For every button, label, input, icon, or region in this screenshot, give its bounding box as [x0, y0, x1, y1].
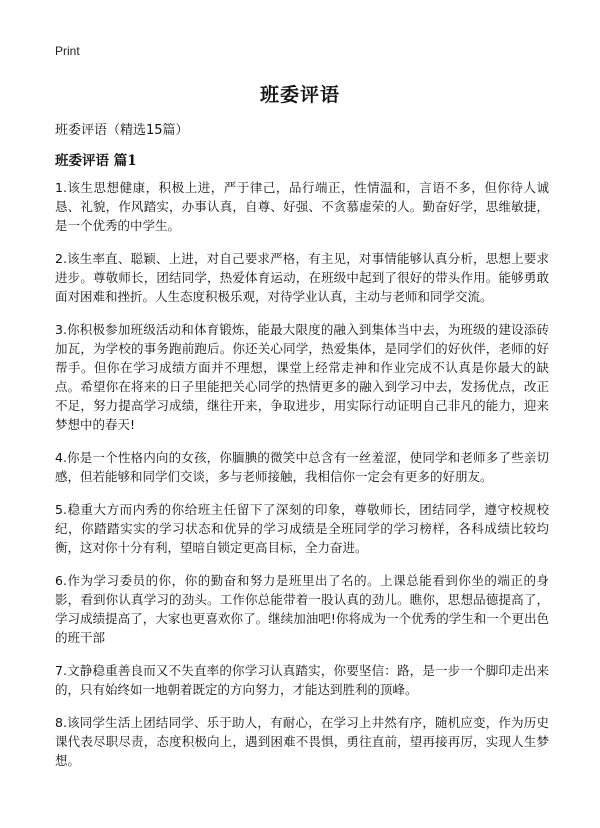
paragraph-8: 8.该同学生活上团结同学、乐于助人，有耐心，在学习上井然有序，随机应变，作为历史课代表尽职尽责，态度积极向上，遇到困难不畏惧，勇往直前，望再接再厉，实现人生梦想。: [55, 715, 549, 768]
paragraph-3: 3.你积极参加班级活动和体育锻炼，能最大限度的融入到集体当中去，为班级的建设添砖加瓦，为学校的事务跑前跑后。你还关心同学，热爱集体，是同学们的好伙伴，老师的好帮手。但你在学习成绩方面并不理想，课堂上经常走神和作业完成不认真是你最大的缺点。希望你在将来的日子里能把关心同学的热情更多的融入到学习中去，发扬优点，改正不足，努力提高学习成绩，继往开来，争取进步，用实际行动证明自己非凡的能力，迎来梦想中的春天!: [55, 322, 549, 432]
paragraph-7: 7.文静稳重善良而又不失直率的你学习认真踏实，你要坚信：路，是一步一个脚印走出来的，只有始终如一地朝着既定的方向努力，才能达到胜利的顶峰。: [55, 663, 549, 697]
page-title: 班委评语: [259, 84, 340, 106]
paragraph-2: 2.该生率直、聪颖、上进，对自己要求严格，有主见，对事情能够认真分析，思想上要求进步。尊敬师长，团结同学，热爱体育运动，在班级中起到了很好的带头作用。能够勇敢面对困难和挫折。人生态度积极乐观，对待学业认真，主动与老师和同学交流。: [55, 251, 549, 304]
section-heading: 班委评语 篇1: [55, 153, 137, 169]
print-link[interactable]: Print: [55, 44, 80, 58]
paragraph-5: 5.稳重大方而内秀的你给班主任留下了深刻的印象，尊敬师长，团结同学，遵守校规校纪，你踏踏实实的学习状态和优异的学习成绩是全班同学的学习榜样，各科成绩比较均衡，这对你十分有利，望暗自锁定更高目标，全力奋进。: [55, 502, 549, 555]
paragraph-1: 1.该生思想健康，积极上进，严于律己，品行端正，性情温和，言语不多，但你待人诚恳、礼貌，作风踏实，办事认真，自尊、好强、不贪慕虚荣的人。勤奋好学，思维敏捷，是一个优秀的中学生。: [55, 180, 549, 233]
paragraph-6: 6.作为学习委员的你，你的勤奋和努力是班里出了名的。上课总能看到你坐的端正的身影，看到你认真学习的劲头。工作你总能带着一股认真的劲儿。瞧你，思想品德提高了，学习成绩提高了，大家也更喜欢你了。继续加油吧!你将成为一个优秀的学生和一个更出色的班干部: [55, 573, 549, 645]
paragraph-list: [55, 178, 549, 784]
document-subtitle: 班委评语（精选15篇）: [55, 123, 189, 138]
paragraph-4: 4.你是一个性格内向的女孩，你腼腆的微笑中总含有一丝羞涩，使同学和老师多了些亲切感，但若能够和同学们交谈，多与老师接触，我相信你一定会有更多的好朋友。: [55, 450, 549, 484]
